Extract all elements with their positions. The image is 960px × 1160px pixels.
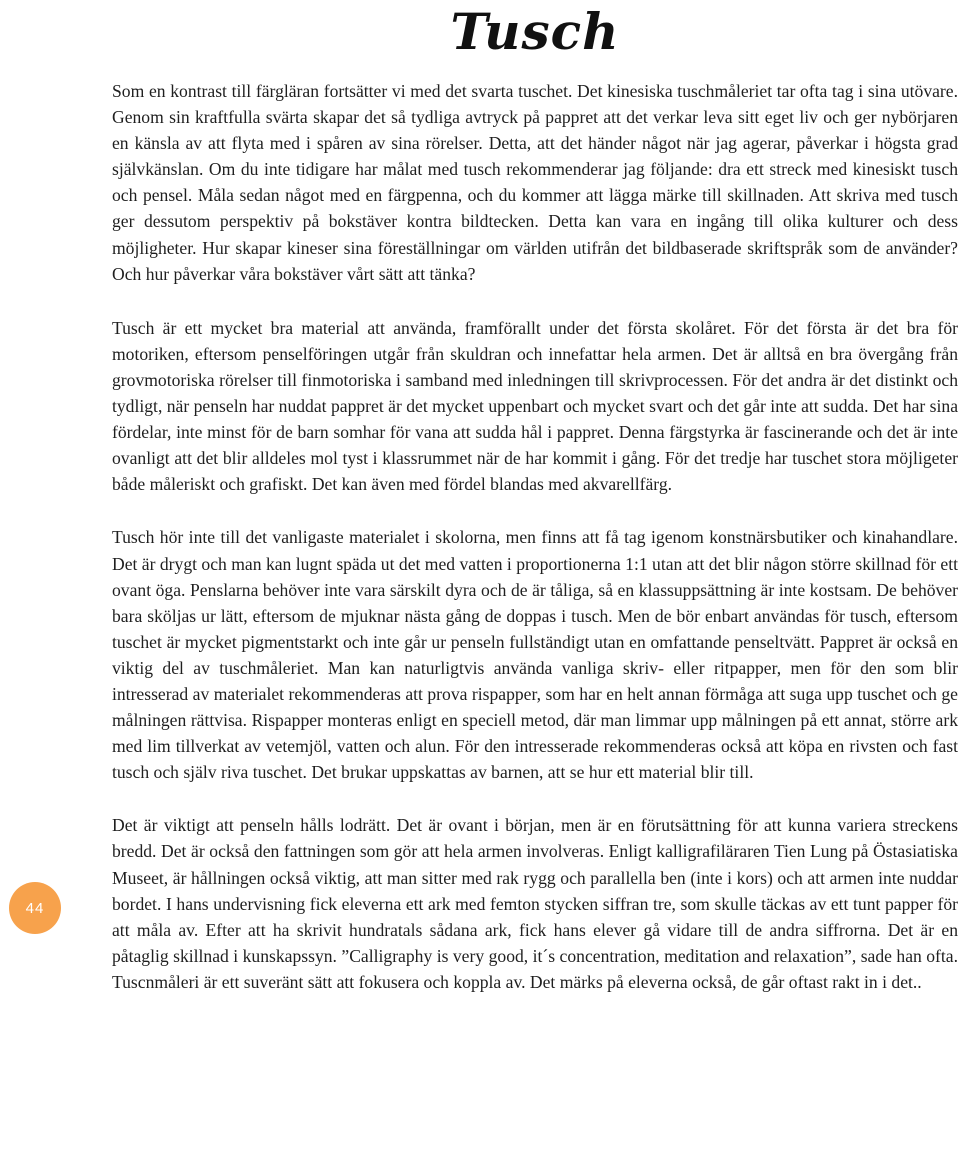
page-number: 44 (25, 899, 45, 917)
paragraph-intro: Som en kontrast till färgläran fortsätter vi med det svarta tuschet. Det kinesiska tuschmåleriet tar ofta tag i sina utövare. Genom sin kraftfulla svärta skapar det så tydliga avtryck på pappret att det verkar leva sitt eget liv och ger nybörjaren en känsla av att flyta med i spåren av sina rörelser. Detta, att det händer något när jag agerar, påverkar i högsta grad självkänslan. Om du inte tidigare har målat med tusch rekommenderar jag följande: dra ett streck med kinesiskt tusch och pensel. Måla sedan något med en färgpenna, och du kommer att lägga märke till skillnaden. Att skriva med tusch ger dessutom perspektiv på bokstäver kontra bildtecken. Detta kan vara en ingång till olika kulturer och dess möjligheter. Hur skapar kineser sina föreställningar om världen utifrån det bildbaserade skriftspråk som de använder? Och hur påverkar våra bokstäver vårt sätt att tänka? (112, 81, 958, 284)
page-number-badge (9, 882, 61, 934)
page-title: Tusch (450, 2, 620, 61)
paragraph-benefits: Tusch är ett mycket bra material att använda, framförallt under det första skolåret. För det första är det bra för motoriken, eftersom penselföringen utgår från skuldran och innefattar hela armen. Det är alltså en bra övergång från grovmotoriska rörelser till finmotoriska i samband med inledningen till skrivprocessen. För det andra är det distinkt och tydligt, när penseln har nuddat pappret är det mycket uppenbart och mycket svart och det går inte att sudda. Det har sina fördelar, inte minst för de barn somhar för vana att sudda hål i pappret. Denna färgstyrka är fascinerande och det är inte ovanligt att det blir alldeles mol tyst i klassrummet när de har kommit i gång. För det tredje har tuschet stora möjligeter både måleriskt och grafiskt. Det kan även med fördel blandas med akvarellfärg. (112, 317, 958, 495)
paragraph-materials: Tusch hör inte till det vanligaste materialet i skolorna, men finns att få tag igenom konstnärsbutiker och kinahandlare. Det är drygt och man kan lugnt späda ut det med vatten i proportionerna 1:1 utan att det blir någon större skillnad för ett ovant öga. Penslarna behöver inte vara särskilt dyra och de är tåliga, så en klassuppsättning är inte kostsam. De behöver bara sköljas ur lätt, eftersom de mjuknar nästa gång de doppas i tusch. Men de bör enbart användas för tusch, eftersom tuschet är mycket pigmentstarkt och inte går ur penseln fullständigt utan en omfattande penseltvätt. Pappret är också en viktig del av tuschmåleriet. Man kan naturligtvis använda vanliga skriv- eller ritpapper, men för den som blir intresserad av materialet rekommenderas att prova rispapper, som har en helt annan förmåga att suga upp tuschet och ge målningen rättvisa. Rispapper monteras enligt en speciell metod, där man limmar upp målningen på ett annat, större ark med lim tillverkat av vetemjöl, vatten och alun. För den intresserade rekommenderas också att köpa en rivsten och fast tusch och själv riva tuschet. Det brukar uppskattas av barnen, att se hur ett material blir till. (112, 527, 958, 783)
paragraph-technique: Det är viktigt att penseln hålls lodrätt. Det är ovant i början, men är en förutsättning för att kunna variera streckens bredd. Det är också den fattningen som gör att hela armen involveras. Enligt kalligrafiläraren Tien Lung på Östasiatiska Museet, är hållningen också viktig, att man sitter med rak rygg och parallella ben (inte i kors) och att armen inte nuddar bordet. I hans undervisning fick eleverna ett ark med femton stycken siffran tre, som skulle täckas av ett tunt papper för att måla av. Efter att ha skrivit hundratals sådana ark, fick hans elever gå vidare till de andra siffrorna. Det är en påtaglig skillnad i kunskapssyn. ”Calligraphy is very good, it´s concentration, meditation and relaxation”, sade han ofta. Tuscnmåleri är ett suveränt sätt att fokusera och koppla av. Det märks på eleverna också, de går oftast rakt in i det.. (112, 815, 958, 992)
article-body (112, 78, 958, 995)
